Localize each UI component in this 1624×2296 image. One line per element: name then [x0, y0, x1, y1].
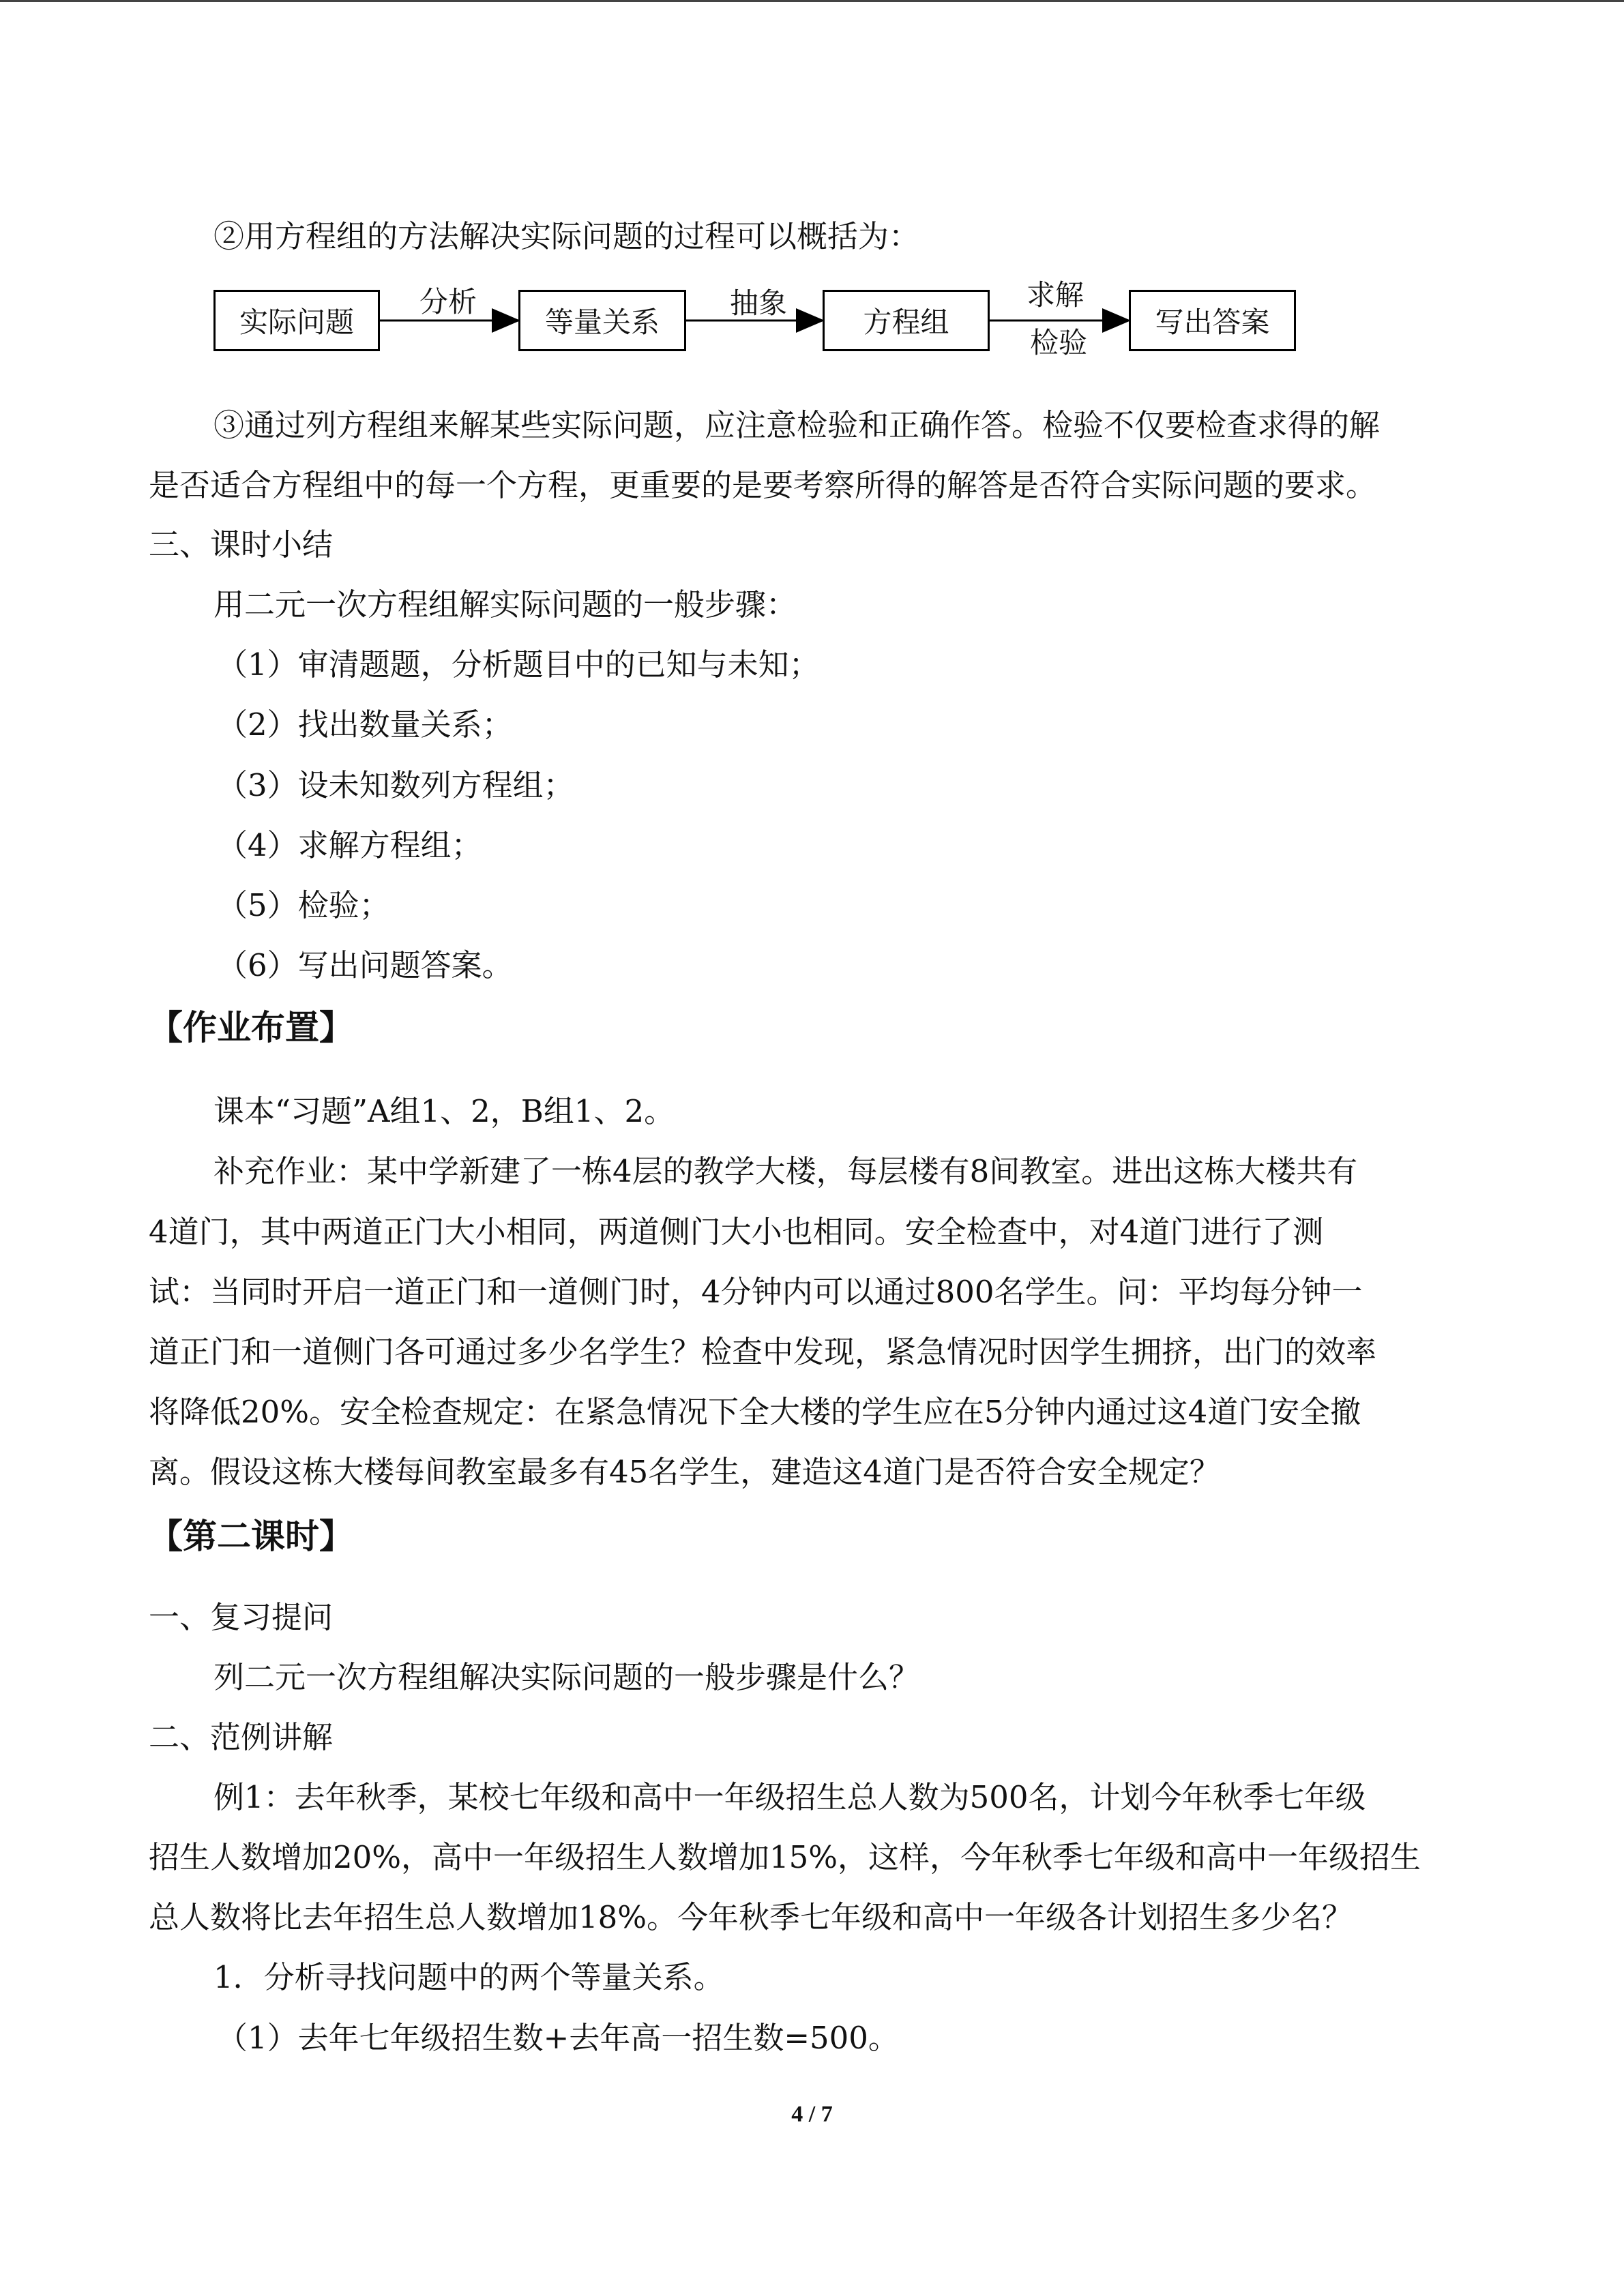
page-number: 4 / 7 — [791, 2102, 833, 2127]
flow-label-analyze: 分析 — [419, 285, 477, 318]
relation-1: （1）去年七年级招生数+去年高一招生数=500。 — [217, 2020, 899, 2056]
step-5: （5）检验； — [217, 887, 390, 923]
homework-extra-line-2: 4道门，其中两道正门大小相同，两道侧门大小也相同。安全检查中，对4道门进行了测 — [149, 1214, 1324, 1250]
step-4: （4）求解方程组； — [217, 827, 482, 863]
homework-textbook: 课本“习题”A组1、2，B组1、2。 — [213, 1093, 675, 1129]
step-2: （2）找出数量关系； — [217, 706, 513, 743]
homework-extra-line-3: 试：当同时开启一道正门和一道侧门时，4分钟内可以通过800名学生。问：平均每分钟一 — [149, 1274, 1363, 1310]
analysis-step: 1．分析寻找问题中的两个等量关系。 — [213, 1959, 724, 1995]
flow-box-real-problem: 实际问题 — [213, 290, 380, 351]
review-question: 列二元一次方程组解决实际问题的一般步骤是什么？ — [213, 1659, 920, 1695]
homework-extra-line-1: 补充作业：某中学新建了一栋4层的教学大楼，每层楼有8间教室。进出这栋大楼共有 — [213, 1153, 1358, 1189]
flow-box-equations: 方程组 — [823, 290, 990, 351]
top-border-line — [0, 0, 1624, 2]
point-3-line-2: 是否适合方程组中的每一个方程，更重要的是要考察所得的解答是否符合实际问题的要求。 — [149, 467, 1377, 503]
flow-box-answer: 写出答案 — [1129, 290, 1296, 351]
point-3-line-1: ③通过列方程组来解某些实际问题，应注意检验和正确作答。检验不仅要检查求得的解 — [213, 407, 1381, 443]
example-1-line-3: 总人数将比去年招生总人数增加18%。今年秋季七年级和高中一年级各计划招生多少名？ — [149, 1899, 1353, 1935]
homework-extra-line-4: 道正门和一道侧门各可通过多少名学生？检查中发现，紧急情况时因学生拥挤，出门的效率 — [149, 1334, 1377, 1370]
example-heading: 二、范例讲解 — [149, 1719, 334, 1755]
flow-box-equality: 等量关系 — [518, 290, 686, 351]
step-3: （3）设未知数列方程组； — [217, 767, 574, 803]
summary-intro: 用二元一次方程组解实际问题的一般步骤： — [213, 586, 797, 623]
homework-extra-line-5: 将降低20%。安全检查规定：在紧急情况下全大楼的学生应在5分钟内通过这4道门安全撤 — [149, 1394, 1361, 1430]
flow-label-solve: 求解 — [1027, 278, 1084, 312]
flow-label-abstract: 抽象 — [730, 286, 788, 320]
section-summary-heading: 三、课时小结 — [149, 526, 334, 563]
lesson-2-heading: 【第二课时】 — [149, 1516, 353, 1556]
example-1-line-1: 例1：去年秋季，某校七年级和高中一年级招生总人数为500名，计划今年秋季七年级 — [213, 1779, 1366, 1815]
step-6: （6）写出问题答案。 — [217, 947, 513, 983]
intro-point-2: ②用方程组的方法解决实际问题的过程可以概括为： — [213, 218, 920, 254]
flow-label-verify: 检验 — [1030, 326, 1088, 359]
step-1: （1）审清题题，分析题目中的已知与未知； — [217, 646, 820, 683]
homework-heading: 【作业布置】 — [149, 1007, 353, 1047]
example-1-line-2: 招生人数增加20%，高中一年级招生人数增加15%，这样，今年秋季七年级和高中一年级招生 — [149, 1839, 1421, 1875]
review-heading: 一、复习提问 — [149, 1599, 334, 1635]
homework-extra-line-6: 离。假设这栋大楼每间教室最多有45名学生，建造这4道门是否符合安全规定？ — [149, 1454, 1220, 1490]
